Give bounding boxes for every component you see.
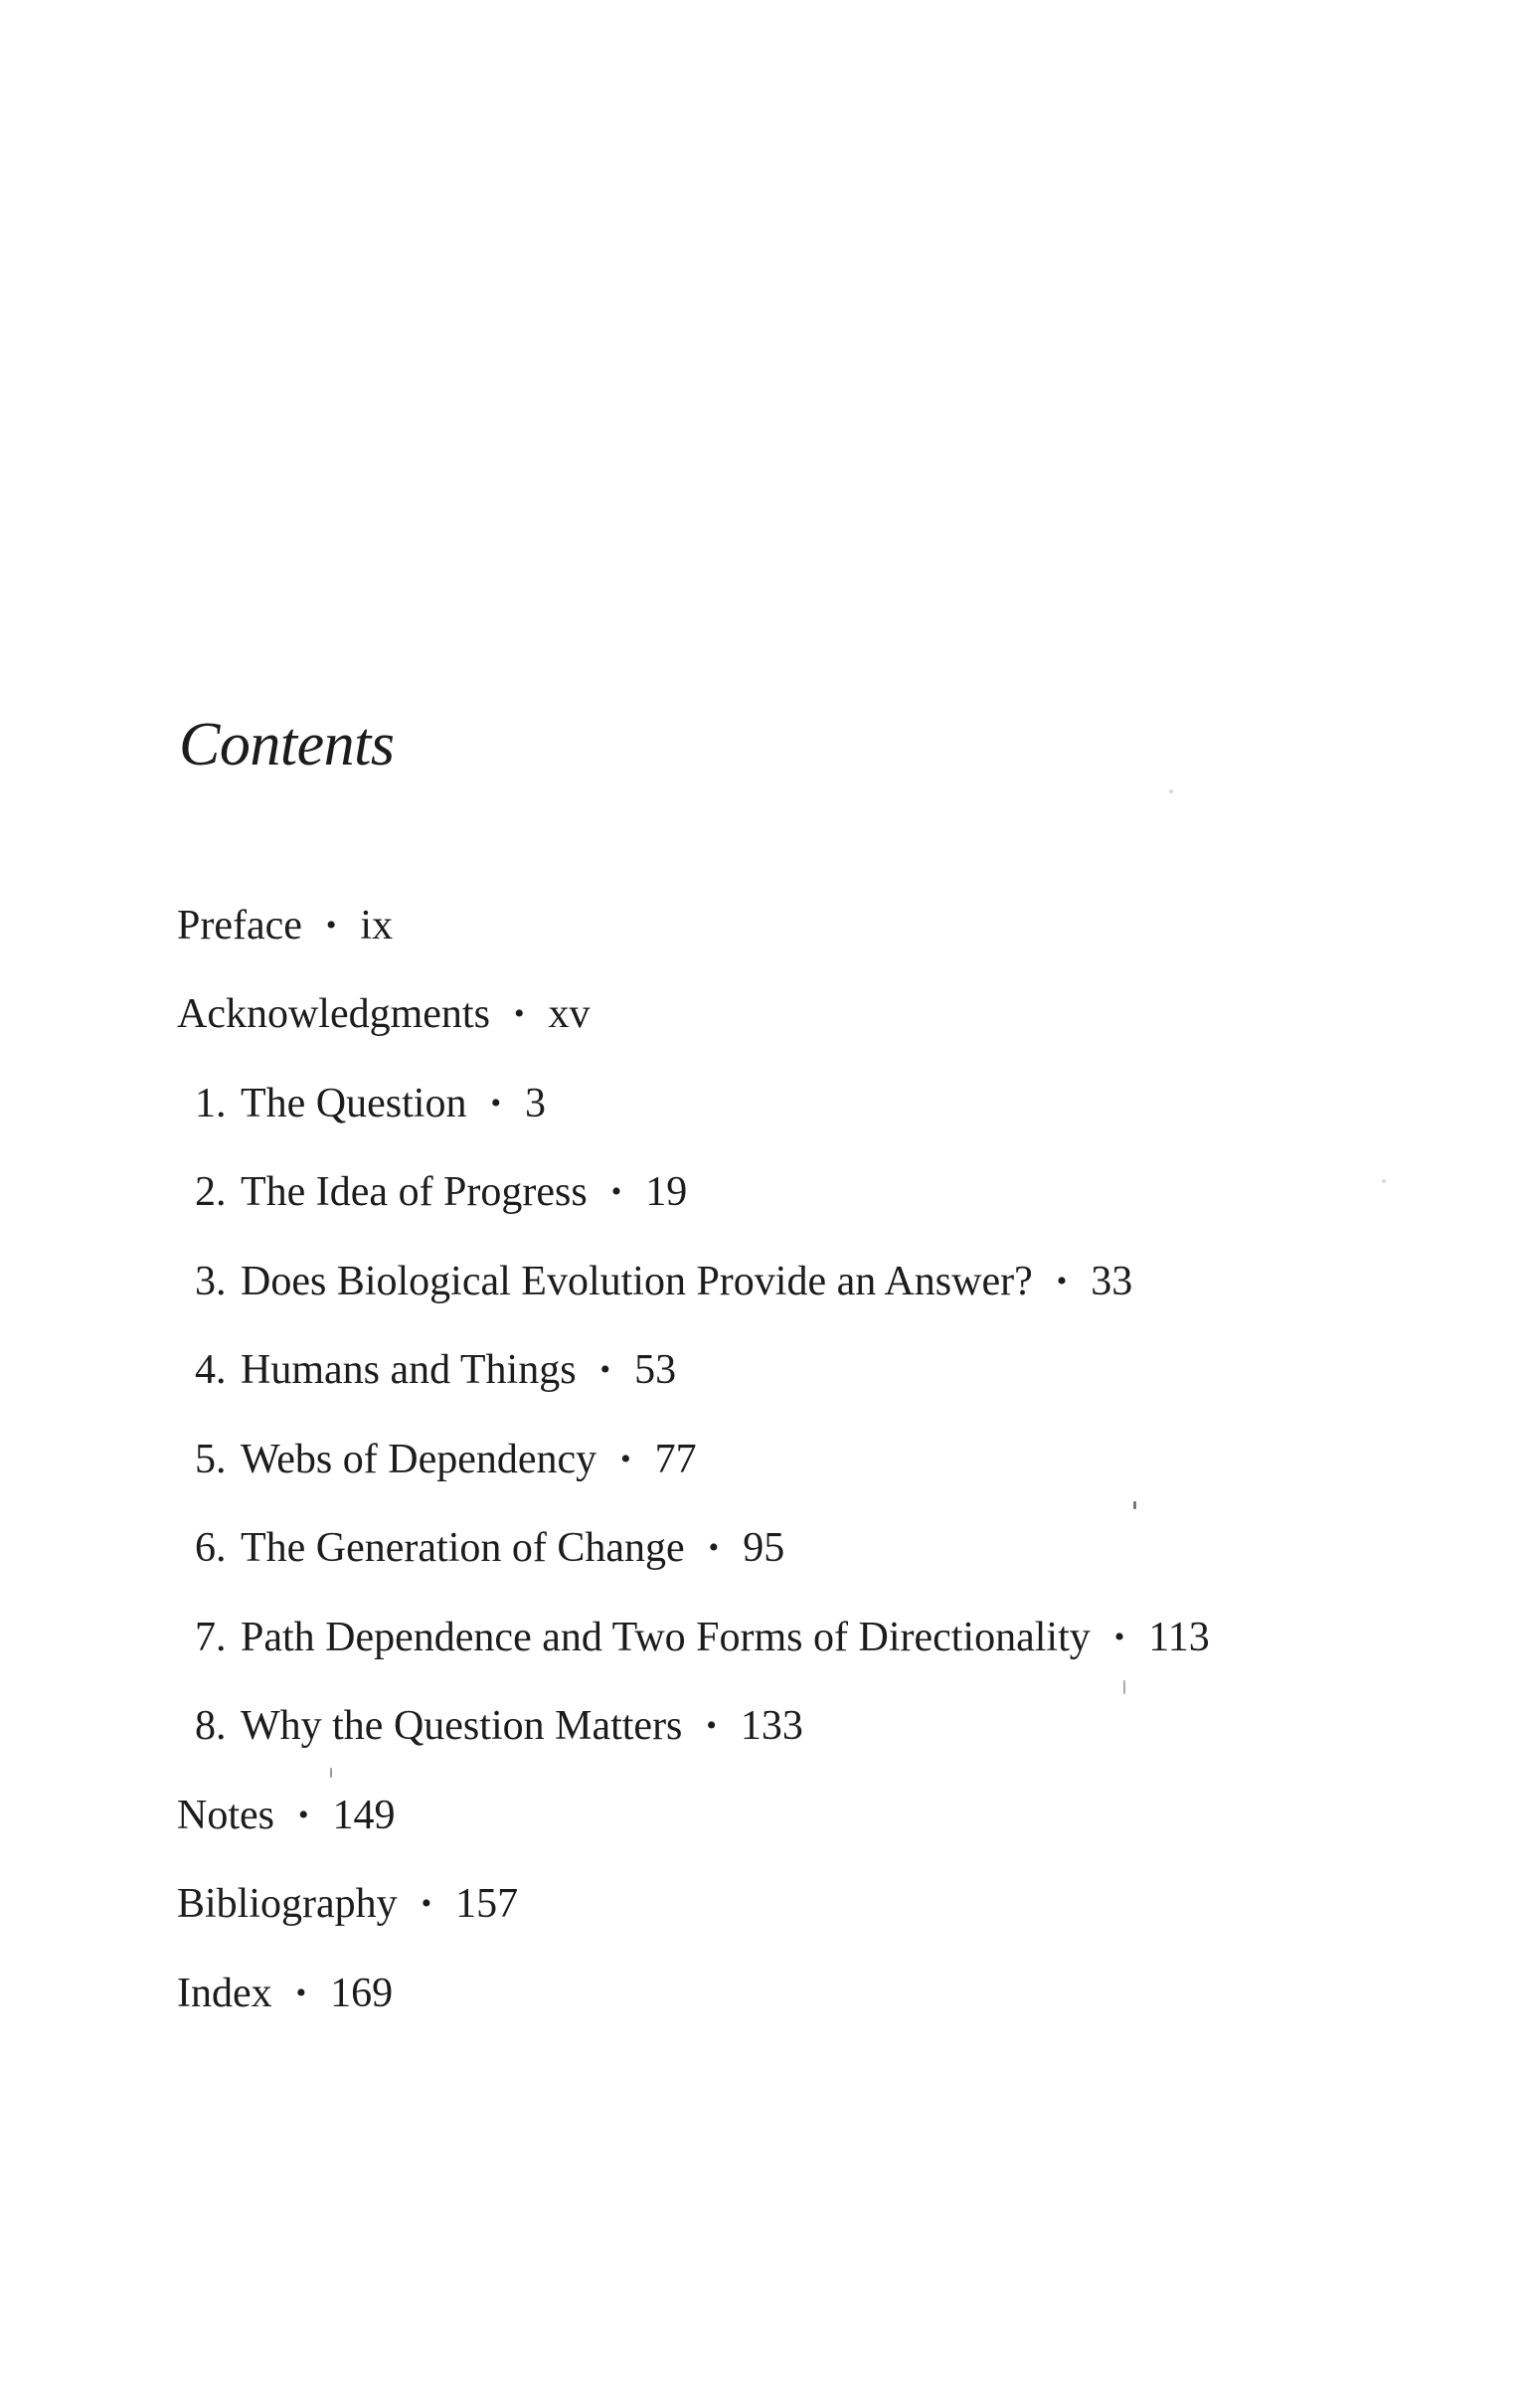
- toc-entry-index[interactable]: [177, 1949, 1210, 2038]
- chapter-number: 7.: [195, 1614, 227, 1660]
- toc-entry-label: The Idea of Progress: [241, 1169, 588, 1216]
- toc-entry-page: 157: [455, 1881, 519, 1928]
- toc-entry-chapter-5[interactable]: [177, 1415, 1210, 1504]
- scan-speck: [1169, 789, 1173, 793]
- chapter-number: 4.: [195, 1347, 227, 1394]
- toc-entry-preface[interactable]: [177, 881, 1210, 970]
- toc-entry-label: Why the Question Matters: [241, 1703, 683, 1750]
- toc-entry-label: Path Dependence and Two Forms of Directionality: [241, 1614, 1091, 1660]
- toc-entry-bibliography[interactable]: [177, 1860, 1210, 1950]
- toc-entry-page: 133: [740, 1703, 803, 1750]
- bullet-separator: •: [298, 1798, 309, 1831]
- toc-entry-label: Webs of Dependency: [241, 1436, 597, 1482]
- toc-entry-page: 33: [1091, 1258, 1133, 1304]
- chapter-number: 5.: [195, 1436, 227, 1482]
- toc-entry-label: The Generation of Change: [241, 1525, 685, 1572]
- bullet-separator: •: [325, 908, 337, 942]
- bullet-separator: •: [620, 1442, 631, 1475]
- bullet-separator: •: [706, 1709, 717, 1743]
- contents-title: Contents: [179, 711, 395, 778]
- toc-entry-chapter-7[interactable]: [177, 1593, 1210, 1682]
- chapter-number: 1.: [195, 1080, 227, 1126]
- bullet-separator: •: [1056, 1264, 1068, 1297]
- toc-entry-page: 53: [634, 1347, 677, 1394]
- toc-entry-page: xv: [548, 991, 591, 1038]
- toc-entry-chapter-4[interactable]: [177, 1326, 1210, 1416]
- bullet-separator: •: [421, 1887, 432, 1921]
- toc-entry-page: 149: [332, 1792, 396, 1838]
- table-of-contents: [177, 881, 1210, 2038]
- toc-entry-page: 77: [654, 1436, 697, 1482]
- bullet-separator: •: [599, 1353, 611, 1387]
- toc-entry-label: Humans and Things: [241, 1347, 577, 1394]
- toc-entry-chapter-8[interactable]: [177, 1682, 1210, 1772]
- toc-entry-chapter-2[interactable]: [177, 1148, 1210, 1238]
- bullet-separator: •: [490, 1086, 501, 1119]
- chapter-number: 8.: [195, 1703, 227, 1750]
- bullet-separator: •: [610, 1175, 622, 1209]
- toc-entry-label: Notes: [177, 1792, 274, 1838]
- toc-entry-label: The Question: [241, 1080, 467, 1126]
- toc-entry-page: ix: [360, 902, 394, 948]
- toc-entry-page: 169: [330, 1970, 394, 2016]
- toc-entry-page: 113: [1148, 1614, 1210, 1660]
- toc-entry-page: 19: [645, 1169, 688, 1216]
- bullet-separator: •: [1113, 1620, 1125, 1653]
- toc-entry-page: 95: [743, 1525, 785, 1572]
- toc-entry-chapter-3[interactable]: [177, 1237, 1210, 1326]
- toc-entry-label: Preface: [177, 902, 302, 948]
- toc-entry-notes[interactable]: [177, 1771, 1210, 1860]
- toc-entry-chapter-6[interactable]: [177, 1504, 1210, 1594]
- bullet-separator: •: [513, 997, 525, 1031]
- bullet-separator: •: [295, 1976, 307, 2009]
- toc-entry-label: Bibliography: [177, 1881, 398, 1928]
- toc-entry-label: Acknowledgments: [177, 991, 490, 1038]
- bullet-separator: •: [708, 1531, 720, 1565]
- chapter-number: 6.: [195, 1525, 227, 1572]
- toc-entry-label: Does Biological Evolution Provide an Answer?: [241, 1258, 1033, 1304]
- toc-entry-page: 3: [524, 1080, 546, 1126]
- chapter-number: 3.: [195, 1258, 227, 1304]
- chapter-number: 2.: [195, 1169, 227, 1216]
- toc-entry-chapter-1[interactable]: [177, 1059, 1210, 1148]
- scan-speck: [1382, 1179, 1386, 1183]
- toc-entry-acknowledgments[interactable]: [177, 970, 1210, 1060]
- toc-entry-label: Index: [177, 1970, 272, 2016]
